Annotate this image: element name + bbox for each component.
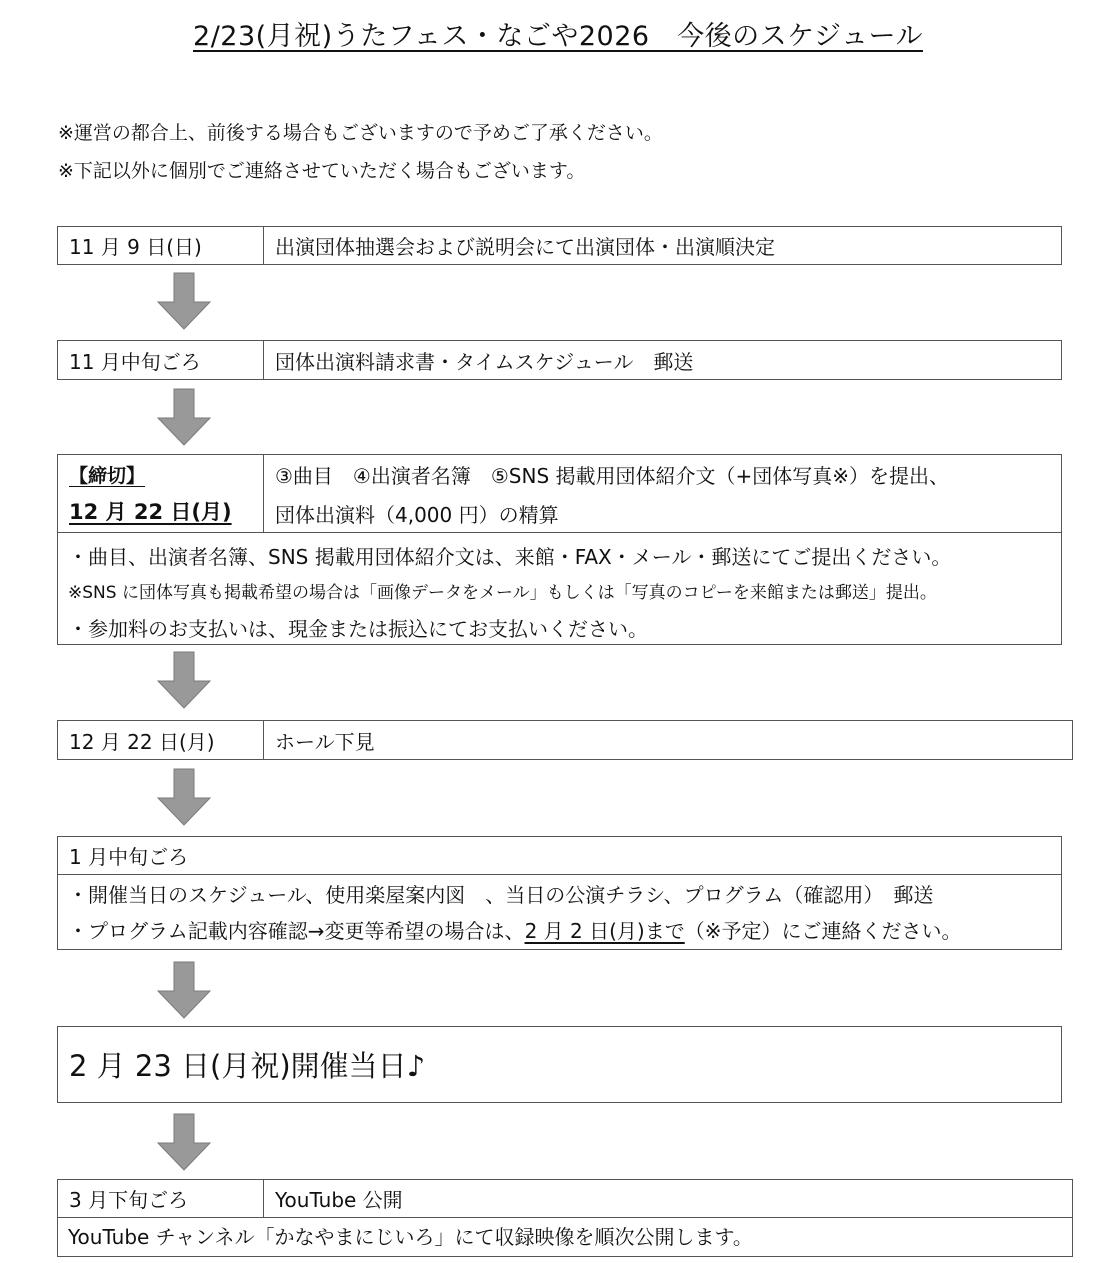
step-date: 1 月中旬ごろ [69, 845, 189, 869]
detail-line: ※SNS に団体写真も掲載希望の場合は「画像データをメール」もしくは「写真のコピーを来館または郵送」提出。 [68, 583, 937, 603]
schedule-step-6-event-day [57, 1026, 1062, 1103]
detail-line: ・開催当日のスケジュール、使用楽屋案内図 、当日の公演チラシ、プログラム（確認用） 郵送 [68, 883, 934, 907]
step-content: YouTube 公開 [275, 1188, 403, 1212]
down-arrow-icon [155, 961, 213, 1019]
note-1: ※運営の都合上、前後する場合もございますので予めご了承ください。 [58, 122, 663, 144]
deadline-date: 12 月 22 日(月) [69, 500, 232, 524]
detail-line: ・曲目、出演者名簿、SNS 掲載用団体紹介文は、来館・FAX・メール・郵送にてご提出ください。 [68, 545, 952, 569]
schedule-step-4 [57, 720, 1073, 760]
detail-line: ・参加料のお支払いは、現金または振込にてお支払いください。 [68, 617, 648, 641]
step-date: 12 月 22 日(月) [58, 721, 264, 759]
detail-line: ・プログラム記載内容確認→変更等希望の場合は、2 月 2 日(月)まで（※予定）にご連絡ください。 [68, 919, 962, 943]
content-line-1: ③曲目 ④出演者名簿 ⑤SNS 掲載用団体紹介文（+団体写真※）を提出、 [275, 463, 950, 488]
schedule-step-3-deadline [57, 454, 1062, 645]
down-arrow-icon [155, 651, 213, 709]
schedule-step-5 [57, 836, 1062, 950]
step-content [264, 455, 1061, 532]
step-content: 出演団体抽選会および説明会にて出演団体・出演順決定 [275, 235, 775, 259]
step-date: 11 月中旬ごろ [58, 341, 264, 379]
event-day-text: 2 月 23 日(月祝)開催当日♪ [69, 1049, 426, 1083]
note-2: ※下記以外に個別でご連絡させていただく場合もございます。 [58, 160, 586, 182]
step-content: 団体出演料請求書・タイムスケジュール 郵送 [275, 349, 694, 374]
step-content: ホール下見 [275, 729, 375, 754]
schedule-step-2 [57, 340, 1062, 380]
schedule-step-7 [57, 1179, 1073, 1257]
page-title: 2/23(月祝)うたフェス・なごや2026 今後のスケジュール [193, 21, 923, 52]
down-arrow-icon [155, 388, 213, 446]
deadline-date-cell [58, 455, 264, 532]
step-date: 11 月 9 日(日) [58, 227, 264, 264]
down-arrow-icon [155, 768, 213, 826]
deadline-details [58, 533, 1061, 647]
step-date: 3 月下旬ごろ [58, 1180, 264, 1217]
deadline-label: 【締切】 [69, 465, 146, 487]
down-arrow-icon [155, 1113, 213, 1171]
content-line-2: 団体出演料（4,000 円）の精算 [275, 502, 559, 527]
detail-line: YouTube チャンネル「かなやまにじいろ」にて収録映像を順次公開します。 [68, 1225, 753, 1249]
step-details [58, 875, 1061, 949]
contact-deadline: 2 月 2 日(月)まで [524, 919, 685, 943]
down-arrow-icon [155, 272, 213, 330]
schedule-step-1 [57, 226, 1062, 265]
